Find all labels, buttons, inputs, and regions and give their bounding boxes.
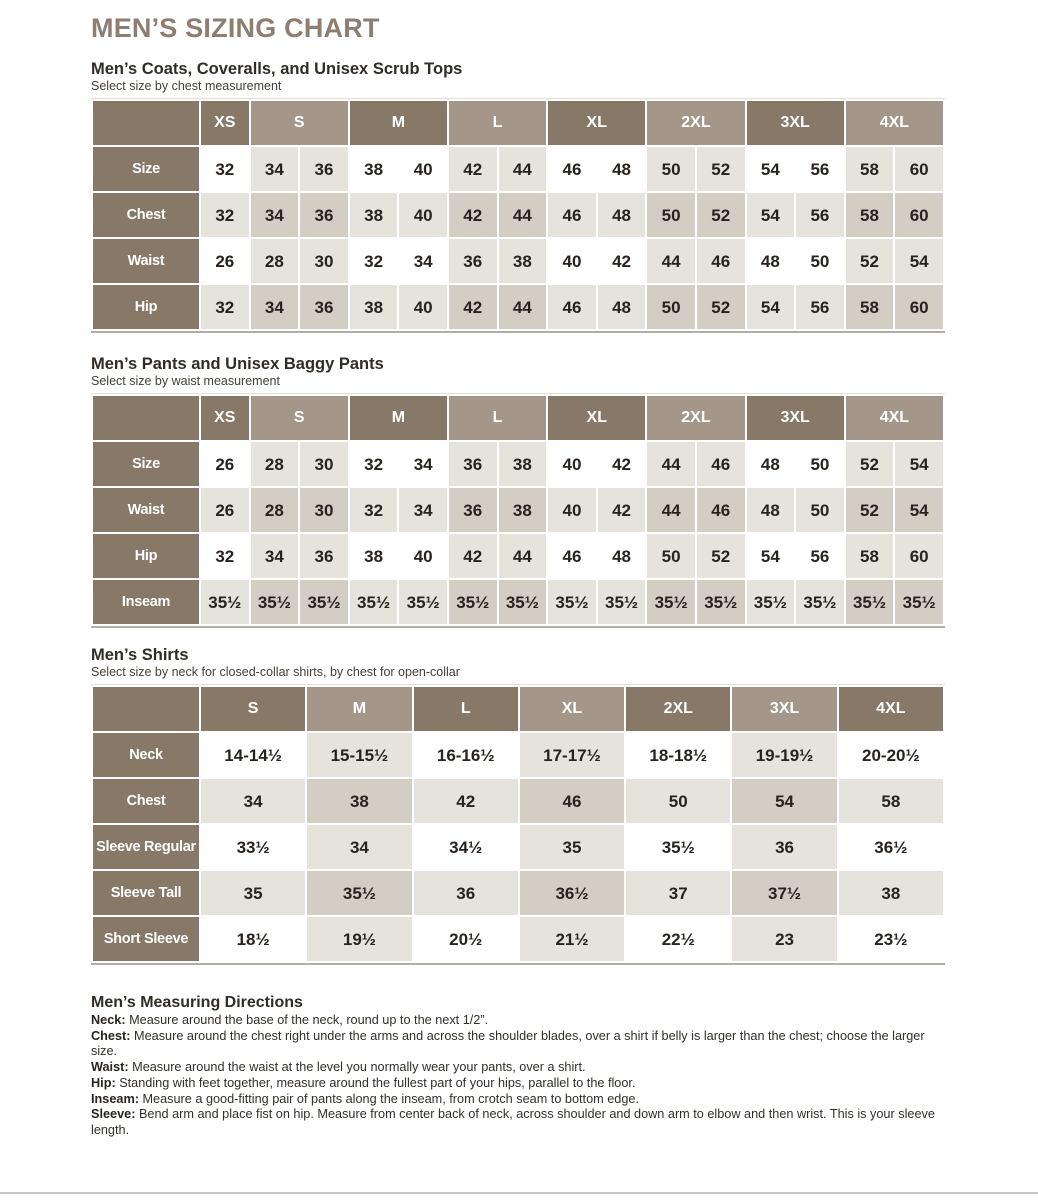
size-cell: 14-14½ [201,733,305,777]
row-label-short-sleeve: Short Sleeve [93,917,199,961]
size-cell: 54 [747,285,795,329]
size-group-header-l: L [449,396,546,440]
row-label-hip: Hip [93,285,199,329]
size-cell: 56 [796,285,844,329]
size-cell: 37½ [732,871,836,915]
size-cell: 52 [697,147,745,191]
size-cell: 52 [846,488,894,532]
table-row [93,580,943,624]
size-cell: 38 [350,147,398,191]
size-cell: 46 [548,285,596,329]
size-cell: 19-19½ [732,733,836,777]
size-group-header-m: M [350,396,447,440]
table-row [93,285,943,329]
size-group-header-4xl: 4XL [839,687,943,731]
size-cell: 35½ [307,871,411,915]
size-cell: 36 [300,193,348,237]
shirts-section-subheading: Select size by neck for closed-collar shirts, by chest for open-collar [91,665,460,679]
size-cell: 42 [598,488,646,532]
size-cell: 42 [449,193,497,237]
size-cell: 32 [201,285,249,329]
size-cell: 54 [895,239,943,283]
direction-term: Inseam: [91,1091,139,1106]
size-cell: 36 [414,871,518,915]
size-cell: 44 [647,488,695,532]
direction-term: Neck: [91,1013,126,1027]
size-cell: 35½ [548,580,596,624]
size-cell: 46 [548,534,596,578]
direction-term: Chest: [91,1028,131,1043]
size-group-header-4xl: 4XL [846,101,943,145]
size-cell: 58 [846,285,894,329]
size-group-header-s: S [251,101,348,145]
size-cell: 58 [846,534,894,578]
size-group-header-s: S [201,687,305,731]
size-group-header-2xl: 2XL [647,101,744,145]
direction-chest: Chest: Measure around the chest right under the arms and across the shoulder blades, over a shirt if belly is larger than the chest; choose the larger size. [91,1028,925,1059]
size-cell: 46 [548,147,596,191]
size-cell: 35½ [647,580,695,624]
size-group-header-2xl: 2XL [626,687,730,731]
size-cell: 40 [548,442,596,486]
size-cell: 50 [796,488,844,532]
size-cell: 54 [895,488,943,532]
size-cell: 44 [499,193,547,237]
size-cell: 40 [548,488,596,532]
table-corner-cell [93,396,199,440]
row-label-waist: Waist [93,239,199,283]
size-cell: 37 [626,871,730,915]
size-cell: 44 [499,285,547,329]
size-cell: 36 [300,534,348,578]
shirts-section-heading: Men’s Shirts [91,646,189,664]
size-cell: 32 [201,534,249,578]
size-cell: 34 [399,442,447,486]
size-cell: 32 [201,193,249,237]
size-cell: 22½ [626,917,730,961]
size-group-header-xs: XS [201,396,249,440]
direction-term: Waist: [91,1060,129,1075]
size-cell: 33½ [201,825,305,869]
size-cell: 35½ [251,580,299,624]
size-cell: 35½ [846,580,894,624]
size-cell: 48 [747,488,795,532]
size-cell: 38 [499,488,547,532]
size-cell: 30 [300,239,348,283]
size-cell: 54 [747,193,795,237]
size-cell: 35½ [598,580,646,624]
size-cell: 34 [399,239,447,283]
size-cell: 44 [647,442,695,486]
pants-section-subheading: Select size by waist measurement [91,374,280,388]
direction-inseam: Inseam: Measure a good-fitting pair of pants along the inseam, from crotch seam to bottom edge. [91,1091,639,1106]
size-cell: 46 [697,488,745,532]
table-row [93,534,943,578]
size-group-header-xl: XL [520,687,624,731]
size-cell: 26 [201,488,249,532]
size-cell: 28 [251,442,299,486]
table-row [93,825,943,869]
size-cell: 35 [520,825,624,869]
measuring-directions-heading: Men’s Measuring Directions [91,994,303,1011]
size-cell: 40 [399,534,447,578]
size-cell: 16-16½ [414,733,518,777]
size-cell: 38 [307,779,411,823]
coats-section-subheading: Select size by chest measurement [91,79,282,93]
size-cell: 35½ [350,580,398,624]
size-cell: 36 [300,147,348,191]
size-cell: 44 [647,239,695,283]
bottom-divider [0,1192,1038,1194]
size-cell: 44 [499,534,547,578]
size-cell: 60 [895,534,943,578]
size-cell: 54 [747,534,795,578]
size-cell: 56 [796,193,844,237]
section-shirts [91,646,945,965]
size-cell: 52 [697,285,745,329]
size-cell: 38 [350,193,398,237]
size-cell: 34 [307,825,411,869]
size-cell: 34 [251,534,299,578]
size-cell: 60 [895,147,943,191]
measuring-directions [91,993,945,1139]
size-cell: 42 [449,285,497,329]
row-label-size: Size [93,147,199,191]
size-cell: 19½ [307,917,411,961]
size-cell: 38 [839,871,943,915]
table-row [93,239,943,283]
section-pants [91,355,945,628]
direction-neck: Neck: Measure around the base of the neck, round up to the next 1/2”. [91,1013,489,1027]
size-cell: 50 [647,534,695,578]
size-cell: 42 [414,779,518,823]
table-corner-cell [93,101,199,145]
size-cell: 50 [647,147,695,191]
size-cell: 35½ [626,825,730,869]
size-cell: 35½ [201,580,249,624]
size-cell: 26 [201,239,249,283]
row-label-chest: Chest [93,779,199,823]
size-cell: 15-15½ [307,733,411,777]
table-row [93,488,943,532]
size-cell: 36 [449,488,497,532]
size-cell: 54 [747,147,795,191]
size-cell: 60 [895,193,943,237]
size-cell: 42 [598,239,646,283]
size-cell: 34 [251,147,299,191]
size-group-header-3xl: 3XL [747,396,844,440]
coats-sizing-table [91,98,945,333]
table-row [93,871,943,915]
size-cell: 50 [796,442,844,486]
size-cell: 46 [520,779,624,823]
size-cell: 42 [449,534,497,578]
table-row [93,442,943,486]
size-cell: 40 [399,285,447,329]
row-label-hip: Hip [93,534,199,578]
measuring-directions-list [91,1013,945,1139]
shirts-sizing-table [91,684,945,965]
size-cell: 23 [732,917,836,961]
direction-waist: Waist: Measure around the waist at the level you normally wear your pants, over a shirt. [91,1060,586,1075]
size-cell: 54 [732,779,836,823]
size-cell: 20-20½ [839,733,943,777]
size-cell: 35½ [796,580,844,624]
size-cell: 38 [350,285,398,329]
size-cell: 38 [499,239,547,283]
size-cell: 34 [251,193,299,237]
size-cell: 17-17½ [520,733,624,777]
size-cell: 42 [449,147,497,191]
size-cell: 48 [747,442,795,486]
size-cell: 21½ [520,917,624,961]
size-cell: 34 [251,285,299,329]
size-cell: 44 [499,147,547,191]
size-group-header-3xl: 3XL [732,687,836,731]
size-cell: 34½ [414,825,518,869]
size-cell: 35½ [697,580,745,624]
size-cell: 35½ [300,580,348,624]
size-cell: 30 [300,442,348,486]
size-cell: 36 [449,442,497,486]
size-cell: 58 [839,779,943,823]
size-cell: 52 [846,239,894,283]
size-cell: 28 [251,239,299,283]
row-label-inseam: Inseam [93,580,199,624]
size-cell: 46 [697,239,745,283]
size-group-header-xl: XL [548,396,645,440]
size-cell: 46 [548,193,596,237]
size-cell: 30 [300,488,348,532]
size-cell: 35½ [499,580,547,624]
size-group-header-s: S [251,396,348,440]
size-cell: 50 [647,193,695,237]
size-cell: 36½ [520,871,624,915]
size-cell: 36½ [839,825,943,869]
size-cell: 56 [796,147,844,191]
page-title: MEN’S SIZING CHART [91,13,380,43]
pants-sizing-table [91,393,945,628]
section-coats [91,60,945,333]
size-cell: 48 [598,534,646,578]
size-cell: 48 [747,239,795,283]
table-row [93,779,943,823]
size-cell: 28 [251,488,299,532]
size-cell: 36 [300,285,348,329]
size-cell: 18½ [201,917,305,961]
size-group-header-l: L [414,687,518,731]
size-cell: 32 [350,442,398,486]
row-label-waist: Waist [93,488,199,532]
size-cell: 35½ [747,580,795,624]
table-corner-cell [93,687,199,731]
size-cell: 52 [697,193,745,237]
size-group-header-xs: XS [201,101,249,145]
size-cell: 60 [895,285,943,329]
size-cell: 58 [846,193,894,237]
size-cell: 35½ [895,580,943,624]
size-cell: 46 [697,442,745,486]
direction-sleeve: Sleeve: Bend arm and place fist on hip. Measure from center back of neck, across shoulder and down arm to elbow and then wrist. This is your sleeve length. [91,1107,935,1137]
size-cell: 35 [201,871,305,915]
size-cell: 34 [399,488,447,532]
size-cell: 52 [697,534,745,578]
size-cell: 52 [846,442,894,486]
size-group-header-4xl: 4XL [846,396,943,440]
size-cell: 40 [548,239,596,283]
size-cell: 48 [598,147,646,191]
size-cell: 20½ [414,917,518,961]
size-cell: 48 [598,193,646,237]
size-cell: 38 [350,534,398,578]
size-group-header-l: L [449,101,546,145]
size-cell: 32 [350,488,398,532]
size-cell: 35½ [449,580,497,624]
size-cell: 36 [449,239,497,283]
direction-term: Hip: [91,1075,116,1090]
size-cell: 18-18½ [626,733,730,777]
size-cell: 23½ [839,917,943,961]
direction-hip: Hip: Standing with feet together, measure around the fullest part of your hips, parallel to the floor. [91,1075,636,1090]
table-row [93,193,943,237]
size-group-header-m: M [307,687,411,731]
size-cell: 32 [201,147,249,191]
table-row [93,147,943,191]
row-label-sleeve-regular: Sleeve Regular [93,825,199,869]
size-cell: 35½ [399,580,447,624]
size-group-header-xl: XL [548,101,645,145]
size-cell: 32 [350,239,398,283]
table-row [93,733,943,777]
size-cell: 58 [846,147,894,191]
size-cell: 50 [626,779,730,823]
size-cell: 40 [399,193,447,237]
row-label-chest: Chest [93,193,199,237]
size-cell: 50 [647,285,695,329]
size-cell: 50 [796,239,844,283]
size-group-header-3xl: 3XL [747,101,844,145]
row-label-neck: Neck [93,733,199,777]
size-cell: 54 [895,442,943,486]
size-cell: 56 [796,534,844,578]
size-cell: 36 [732,825,836,869]
size-cell: 40 [399,147,447,191]
size-cell: 26 [201,442,249,486]
size-cell: 48 [598,285,646,329]
direction-term: Sleeve: [91,1107,136,1122]
size-group-header-2xl: 2XL [647,396,744,440]
size-cell: 42 [598,442,646,486]
pants-section-heading: Men’s Pants and Unisex Baggy Pants [91,355,384,373]
row-label-sleeve-tall: Sleeve Tall [93,871,199,915]
size-group-header-m: M [350,101,447,145]
row-label-size: Size [93,442,199,486]
size-cell: 34 [201,779,305,823]
coats-section-heading: Men’s Coats, Coveralls, and Unisex Scrub Tops [91,60,463,78]
size-cell: 38 [499,442,547,486]
table-row [93,917,943,961]
